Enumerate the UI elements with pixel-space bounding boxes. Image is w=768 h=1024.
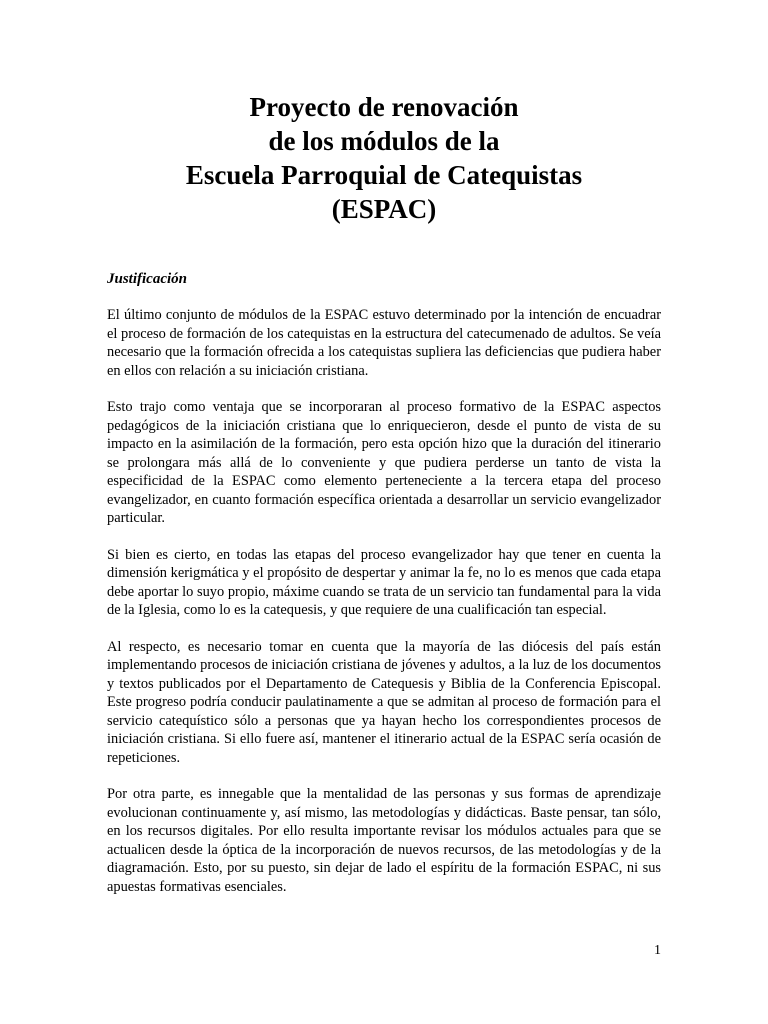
document-title	[0, 90, 768, 226]
paragraph-4: Al respecto, es necesario tomar en cuenta que la mayoría de las diócesis del país están implementando procesos de iniciación cristiana de jóvenes y adultos, a la luz de los documentos y textos publicados por el Departamento de Catequesis y Biblia de la Conferencia Episcopal. Este progreso podría conducir paulatinamente a que se admitan al proceso de formación para el servicio catequístico sólo a personas que ya hayan hecho los correspondientes procesos de iniciación cristiana. Si ello fuere así, mantener el itinerario actual de la ESPAC sería ocasión de repeticiones.	[107, 638, 661, 766]
title-line-1: Proyecto de renovación	[249, 92, 519, 122]
document-body	[107, 270, 661, 914]
paragraph-3: Si bien es cierto, en todas las etapas del proceso evangelizador hay que tener en cuenta la dimensión kerigmática y el propósito de despertar y animar la fe, no lo es menos que cada etapa debe aportar lo suyo propio, máxime cuando se trata de un servicio tan fundamental para la vida de la Iglesia, como lo es la catequesis, y que requiere de una cualificación tan especial.	[107, 546, 661, 618]
paragraph-5: Por otra parte, es innegable que la mentalidad de las personas y sus formas de aprendizaje evolucionan continuamente y, así mismo, las metodologías y didácticas. Baste pensar, tan sólo, en los recursos digitales. Por ello resulta importante revisar los módulos actuales para que se actualicen desde la óptica de la incorporación de nuevos recursos, de las metodologías y de la diagramación. Esto, por su puesto, sin dejar de lado el espíritu de la formación ESPAC, ni sus apuestas formativas esenciales.	[107, 786, 661, 895]
title-line-4: (ESPAC)	[331, 194, 437, 224]
title-line-3: Escuela Parroquial de Catequistas	[185, 160, 583, 190]
paragraph-2: Esto trajo como ventaja que se incorporaran al proceso formativo de la ESPAC aspectos pedagógicos de la iniciación cristiana que lo enriquecieron, desde el punto de vista de su impacto en la asimilación de la formación, pero esta opción hizo que la duración del itinerario se prolongara más allá de lo conveniente y que pudiera perderse un tanto de vista la especificidad de la ESPAC como elemento perteneciente a la tercera etapa del proceso evangelizador, en cuanto formación específica orientada a desarrollar un servicio evangelizador particular.	[107, 399, 661, 526]
paragraph-1: El último conjunto de módulos de la ESPAC estuvo determinado por la intención de encuadrar el proceso de formación de los catequistas en la estructura del catecumenado de adultos. Se veía necesario que la formación ofrecida a los catequistas supliera las deficiencias que pudiera haber en ellos con relación a su iniciación cristiana.	[107, 307, 661, 379]
section-heading: Justificación	[107, 271, 188, 287]
page-number: 1	[654, 943, 661, 958]
title-line-2: de los módulos de la	[268, 126, 500, 156]
